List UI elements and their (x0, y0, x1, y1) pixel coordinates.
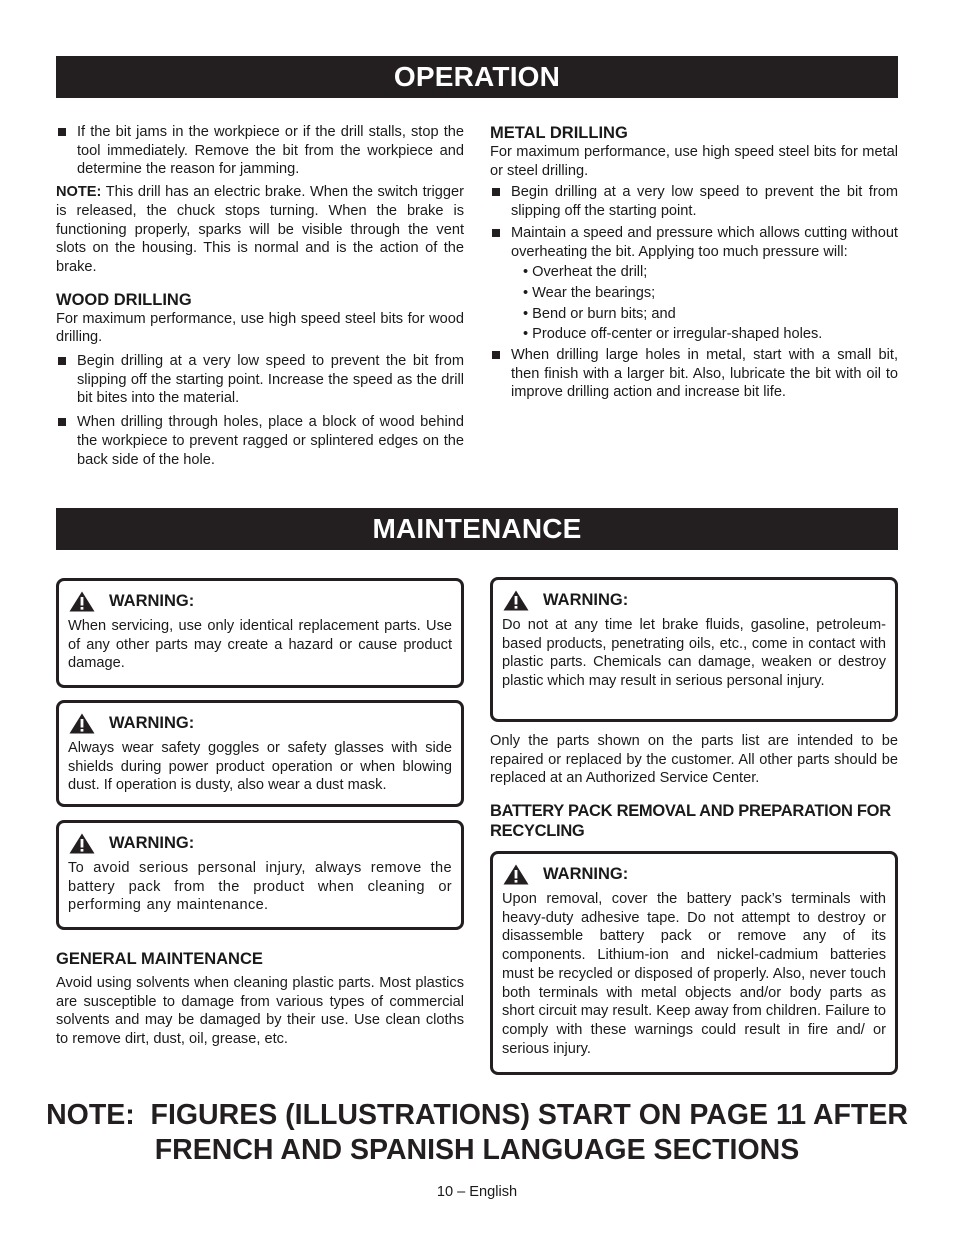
warning-header (502, 862, 886, 886)
metal-drilling-heading: METAL DRILLING (490, 124, 628, 142)
maintenance-right-text (490, 732, 898, 841)
warning-text: To avoid serious personal injury, always remove the battery pack from the product when cleaning or performing any maintenance. (68, 860, 452, 914)
warning-triangle-icon (69, 713, 95, 734)
warning-box-remove-battery (56, 820, 464, 930)
warning-text: Upon removal, cover the battery pack’s terminals with heavy-duty adhesive tape. Do not attempt to destroy or disassemble battery pack or remove any of its components. Lithium-ion and nickel-cadmium batteries must be recycled or disposed of properly. Also, never touch both terminals with metal objects and/or body parts as short circuit may result. Keep away from children. Failure to comply with these warnings could result in fire and/ or serious injury. (502, 891, 886, 1057)
warning-triangle-icon (69, 591, 95, 612)
warning-label: WARNING: (109, 713, 195, 732)
warning-header (68, 589, 452, 613)
metal-bullet-low-speed: Begin drilling at a very low speed to prevent the bit from slipping off the starting point. (490, 183, 898, 220)
general-maintenance-heading: GENERAL MAINTENANCE (56, 950, 263, 968)
warning-label: WARNING: (543, 864, 629, 883)
wood-bullet-through-holes: When drilling through holes, place a block of wood behind the workpiece to prevent ragged or splintered edges on the back side of the hole. (56, 413, 464, 469)
dot-item: • Bend or burn bits; and (523, 305, 676, 322)
operation-left-column (56, 123, 464, 469)
square-bullet-icon (492, 229, 500, 237)
figures-note-line-2: FRENCH AND SPANISH LANGUAGE SECTIONS (154, 1134, 800, 1166)
maintenance-banner: MAINTENANCE (56, 508, 898, 550)
figures-note (40, 1098, 914, 1168)
warning-text: When servicing, use only identical replacement parts. Use of any other parts may create a hazard or cause product damage. (68, 618, 452, 672)
dot-item: • Wear the bearings; (523, 284, 656, 301)
square-bullet-icon (58, 418, 66, 426)
page-footer: 10 – English (436, 1184, 518, 1200)
warning-label: WARNING: (109, 833, 195, 852)
operation-banner: OPERATION (56, 56, 898, 98)
warning-box-replacement-parts (56, 578, 464, 688)
warning-text: Always wear safety goggles or safety glasses with side shields during power product operation or when blowing dust. If operation is dusty, also wear a dust mask. (68, 740, 452, 794)
warning-triangle-icon (503, 590, 529, 611)
general-maintenance-section (56, 949, 464, 1049)
wood-drilling-intro: For maximum performance, use high speed steel bits for wood drilling. (56, 310, 464, 346)
square-bullet-icon (58, 128, 66, 136)
warning-triangle-icon (69, 833, 95, 854)
metal-bullet-speed-pressure: Maintain a speed and pressure which allows cutting without overheating the bit. Applying too much pressure will: (490, 224, 898, 261)
bullet-bit-jams: If the bit jams in the workpiece or if the drill stalls, stop the tool immediately. Remove the bit from the workpiece and determine the reason for jamming. (56, 123, 464, 179)
square-bullet-icon (492, 351, 500, 359)
warning-header (68, 831, 452, 855)
note-text: This drill has an electric brake. When the switch trigger is released, the chuck stops turning. When the brake is functioning properly, sparks will be visible through the vent slots on the housing. This is normal and is the action of the brake. (56, 184, 464, 275)
warning-label: WARNING: (543, 590, 629, 609)
warning-box-brake-fluids (490, 577, 898, 722)
warning-triangle-icon (503, 864, 529, 885)
dot-item: • Produce off-center or irregular-shaped holes. (523, 326, 823, 343)
warning-label: WARNING: (109, 591, 195, 610)
metal-drilling-intro: For maximum performance, use high speed steel bits for metal or steel drilling. (490, 144, 898, 179)
warning-box-safety-goggles (56, 700, 464, 807)
warning-text: Do not at any time let brake fluids, gasoline, petroleum-based products, penetrating oils, etc., come in contact with plastic parts. Chemicals can damage, weaken or destroy plastic which may result in serious personal injury. (502, 617, 886, 690)
figures-note-line-1: NOTE: FIGURES (ILLUSTRATIONS) START ON PAGE 11 AFTER (46, 1099, 908, 1131)
warning-box-battery-terminals (490, 851, 898, 1075)
dot-item: • Overheat the drill; (523, 264, 648, 281)
wood-drilling-heading: WOOD DRILLING (56, 290, 192, 309)
square-bullet-icon (58, 357, 66, 365)
warning-header (502, 588, 886, 612)
wood-bullet-low-speed: Begin drilling at a very low speed to prevent the bit from slipping off the starting point. Increase the speed as the drill bit bites into the material. (56, 352, 464, 408)
warning-header (68, 711, 452, 735)
note-label: NOTE: (56, 184, 102, 201)
battery-pack-heading: BATTERY PACK REMOVAL AND PREPARATION FOR RECYCLING (490, 802, 891, 841)
operation-right-column (490, 123, 898, 402)
general-maintenance-text: Avoid using solvents when cleaning plastic parts. Most plastics are susceptible to damage from various types of commercial solvents and may be damaged by their use. Use clean cloths to remove dirt, dust, oil, grease, etc. (56, 975, 464, 1048)
metal-bullet-large-holes: When drilling large holes in metal, start with a small bit, then finish with a larger bit. Also, lubricate the bit with oil to improve drilling action and increase bit life. (490, 346, 898, 402)
note-electric-brake (56, 183, 464, 277)
parts-list-text: Only the parts shown on the parts list are intended to be repaired or replaced by the customer. All other parts should be replaced at an Authorized Service Center. (490, 733, 898, 787)
square-bullet-icon (492, 188, 500, 196)
